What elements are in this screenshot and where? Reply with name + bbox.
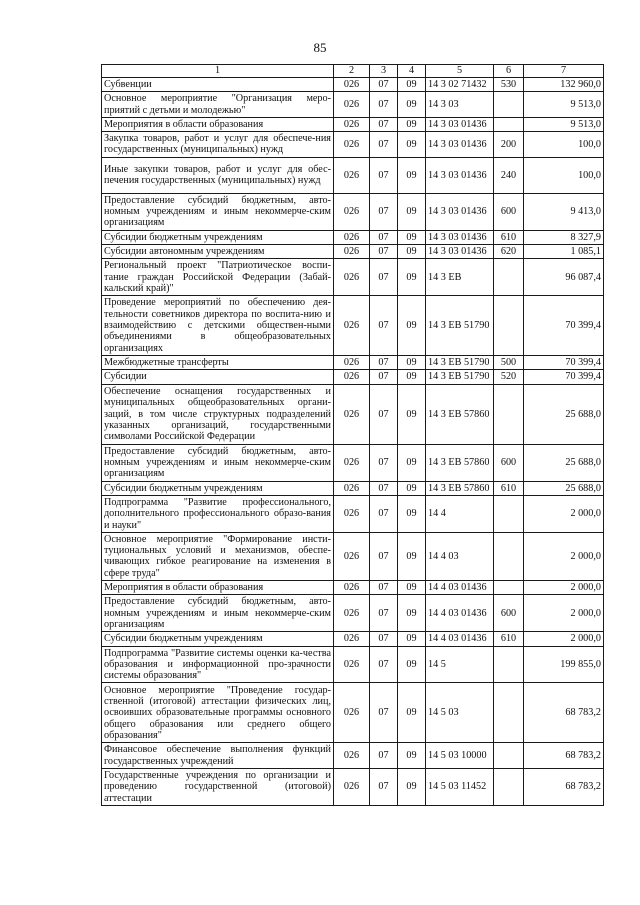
section-code: 07 [370, 230, 398, 244]
section-code: 07 [370, 92, 398, 118]
table-row [102, 370, 604, 384]
column-header: 4 [398, 65, 426, 78]
expense-type-code [494, 768, 524, 805]
grbs-code: 026 [334, 370, 370, 384]
row-name: Мероприятия в области образования [102, 581, 334, 595]
budget-table [101, 64, 604, 806]
amount: 9 513,0 [524, 92, 604, 118]
column-header: 1 [102, 65, 334, 78]
expense-type-code: 520 [494, 370, 524, 384]
amount: 96 087,4 [524, 259, 604, 296]
target-article-code: 14 3 EB 51790 [426, 370, 494, 384]
table-row [102, 481, 604, 495]
expense-type-code [494, 743, 524, 769]
expense-type-code: 610 [494, 481, 524, 495]
amount: 9 513,0 [524, 117, 604, 131]
grbs-code: 026 [334, 595, 370, 632]
subsection-code: 09 [398, 259, 426, 296]
amount: 100,0 [524, 157, 604, 193]
expense-type-code [494, 259, 524, 296]
row-name: Субвенции [102, 78, 334, 92]
table-row [102, 132, 604, 158]
row-name: Подпрограмма "Развитие системы оценки ка-чества образования и информационной про-зрачности системы образования" [102, 646, 334, 683]
row-name: Основное мероприятие "Организация меро-приятий с детьми и молодежью" [102, 92, 334, 118]
amount: 2 000,0 [524, 532, 604, 580]
section-code: 07 [370, 244, 398, 258]
table-row [102, 193, 604, 230]
row-name: Проведение мероприятий по обеспечению дея-тельности советников директора по воспита-нию и взаимодействию с детскими обществен-ными объединениями в общеобразовательных организациях [102, 296, 334, 356]
amount: 68 783,2 [524, 743, 604, 769]
subsection-code: 09 [398, 532, 426, 580]
amount: 68 783,2 [524, 768, 604, 805]
subsection-code: 09 [398, 384, 426, 444]
subsection-code: 09 [398, 768, 426, 805]
target-article-code: 14 3 EB 57860 [426, 384, 494, 444]
row-name: Финансовое обеспечение выполнения функций государственных учреждений [102, 743, 334, 769]
subsection-code: 09 [398, 244, 426, 258]
expense-type-code: 240 [494, 157, 524, 193]
amount: 1 085,1 [524, 244, 604, 258]
expense-type-code: 200 [494, 132, 524, 158]
subsection-code: 09 [398, 495, 426, 532]
amount: 2 000,0 [524, 632, 604, 646]
expense-type-code: 600 [494, 595, 524, 632]
section-code: 07 [370, 193, 398, 230]
subsection-code: 09 [398, 117, 426, 131]
amount: 25 688,0 [524, 384, 604, 444]
subsection-code: 09 [398, 230, 426, 244]
table-row [102, 244, 604, 258]
table-row [102, 646, 604, 683]
table-row [102, 495, 604, 532]
grbs-code: 026 [334, 532, 370, 580]
subsection-code: 09 [398, 92, 426, 118]
table-row [102, 157, 604, 193]
page-number: 85 [313, 40, 327, 55]
target-article-code: 14 3 03 [426, 92, 494, 118]
table-row [102, 92, 604, 118]
subsection-code: 09 [398, 581, 426, 595]
row-name: Обеспечение оснащения государственных и муниципальных общеобразовательных органи-заций, в том числе структурных подразделений указанных организаций, государственными символами Российской Федерации [102, 384, 334, 444]
target-article-code: 14 4 03 01436 [426, 632, 494, 646]
expense-type-code [494, 495, 524, 532]
table-row [102, 768, 604, 805]
expense-type-code: 600 [494, 193, 524, 230]
subsection-code: 09 [398, 632, 426, 646]
section-code: 07 [370, 632, 398, 646]
grbs-code: 026 [334, 296, 370, 356]
amount: 25 688,0 [524, 444, 604, 481]
expense-type-code: 530 [494, 78, 524, 92]
expense-type-code [494, 384, 524, 444]
grbs-code: 026 [334, 743, 370, 769]
amount: 132 960,0 [524, 78, 604, 92]
table-row [102, 356, 604, 370]
amount: 70 399,4 [524, 296, 604, 356]
subsection-code: 09 [398, 157, 426, 193]
amount: 25 688,0 [524, 481, 604, 495]
row-name: Предоставление субсидий бюджетным, авто-номным учреждениям и иным некоммерче-ским организациям [102, 193, 334, 230]
row-name: Предоставление субсидий бюджетным, авто-номным учреждениям и иным некоммерче-ским организациям [102, 444, 334, 481]
row-name: Государственные учреждения по организации и проведению государственной (итоговой) аттестации [102, 768, 334, 805]
grbs-code: 026 [334, 92, 370, 118]
target-article-code: 14 3 03 01436 [426, 193, 494, 230]
target-article-code: 14 5 03 [426, 683, 494, 743]
target-article-code: 14 5 03 11452 [426, 768, 494, 805]
target-article-code: 14 3 02 71432 [426, 78, 494, 92]
column-header: 5 [426, 65, 494, 78]
expense-type-code [494, 646, 524, 683]
expense-type-code [494, 581, 524, 595]
target-article-code: 14 3 03 01436 [426, 132, 494, 158]
grbs-code: 026 [334, 495, 370, 532]
section-code: 07 [370, 683, 398, 743]
target-article-code: 14 5 03 10000 [426, 743, 494, 769]
subsection-code: 09 [398, 743, 426, 769]
row-name: Основное мероприятие "Проведение государ-ственной (итоговой) аттестации физических лиц, освоивших образовательные программы основного общего образования или среднего общего образования" [102, 683, 334, 743]
subsection-code: 09 [398, 595, 426, 632]
section-code: 07 [370, 595, 398, 632]
grbs-code: 026 [334, 481, 370, 495]
target-article-code: 14 3 03 01436 [426, 117, 494, 131]
target-article-code: 14 3 EB 51790 [426, 356, 494, 370]
table-row [102, 384, 604, 444]
header-row [102, 65, 604, 78]
section-code: 07 [370, 532, 398, 580]
table-row [102, 683, 604, 743]
grbs-code: 026 [334, 244, 370, 258]
expense-type-code: 600 [494, 444, 524, 481]
expense-type-code: 610 [494, 632, 524, 646]
target-article-code: 14 3 03 01436 [426, 157, 494, 193]
section-code: 07 [370, 646, 398, 683]
column-header: 6 [494, 65, 524, 78]
column-header: 7 [524, 65, 604, 78]
subsection-code: 09 [398, 444, 426, 481]
amount: 2 000,0 [524, 495, 604, 532]
row-name: Региональный проект "Патриотическое воспи-тание граждан Российской Федерации (Забай-кальский край)" [102, 259, 334, 296]
target-article-code: 14 3 03 01436 [426, 230, 494, 244]
row-name: Субсидии бюджетным учреждениям [102, 632, 334, 646]
subsection-code: 09 [398, 646, 426, 683]
target-article-code: 14 3 EB 57860 [426, 444, 494, 481]
amount: 8 327,9 [524, 230, 604, 244]
grbs-code: 026 [334, 78, 370, 92]
subsection-code: 09 [398, 356, 426, 370]
section-code: 07 [370, 481, 398, 495]
section-code: 07 [370, 768, 398, 805]
section-code: 07 [370, 132, 398, 158]
table-row [102, 296, 604, 356]
subsection-code: 09 [398, 296, 426, 356]
grbs-code: 026 [334, 157, 370, 193]
section-code: 07 [370, 384, 398, 444]
row-name: Иные закупки товаров, работ и услуг для обес-печения государственных (муниципальных) нужд [102, 157, 334, 193]
subsection-code: 09 [398, 78, 426, 92]
row-name: Предоставление субсидий бюджетным, авто-номным учреждениям и иным некоммерче-ским организациям [102, 595, 334, 632]
target-article-code: 14 4 03 [426, 532, 494, 580]
row-name: Закупка товаров, работ и услуг для обеспече-ния государственных (муниципальных) нужд [102, 132, 334, 158]
row-name: Подпрограмма "Развитие профессионального, дополнительного профессионального образо-вания и науки" [102, 495, 334, 532]
amount: 70 399,4 [524, 356, 604, 370]
row-name: Основное мероприятие "Формирование инсти-туциональных условий и механизмов, обеспе-чивающих гибкое реагирование на изменения в сфере труда" [102, 532, 334, 580]
target-article-code: 14 5 [426, 646, 494, 683]
grbs-code: 026 [334, 384, 370, 444]
expense-type-code [494, 683, 524, 743]
table-row [102, 532, 604, 580]
target-article-code: 14 4 03 01436 [426, 581, 494, 595]
amount: 100,0 [524, 132, 604, 158]
amount: 199 855,0 [524, 646, 604, 683]
grbs-code: 026 [334, 646, 370, 683]
subsection-code: 09 [398, 132, 426, 158]
expense-type-code: 620 [494, 244, 524, 258]
section-code: 07 [370, 370, 398, 384]
table-row [102, 632, 604, 646]
target-article-code: 14 4 [426, 495, 494, 532]
table-row [102, 581, 604, 595]
row-name: Субсидии бюджетным учреждениям [102, 481, 334, 495]
target-article-code: 14 4 03 01436 [426, 595, 494, 632]
table-row [102, 444, 604, 481]
table-row [102, 743, 604, 769]
table-row [102, 259, 604, 296]
row-name: Субсидии бюджетным учреждениям [102, 230, 334, 244]
section-code: 07 [370, 444, 398, 481]
target-article-code: 14 3 EB [426, 259, 494, 296]
row-name: Субсидии [102, 370, 334, 384]
table-row [102, 117, 604, 131]
section-code: 07 [370, 743, 398, 769]
target-article-code: 14 3 EB 51790 [426, 296, 494, 356]
expense-type-code [494, 92, 524, 118]
expense-type-code [494, 117, 524, 131]
column-header: 2 [334, 65, 370, 78]
section-code: 07 [370, 157, 398, 193]
amount: 2 000,0 [524, 595, 604, 632]
grbs-code: 026 [334, 581, 370, 595]
row-name: Мероприятия в области образования [102, 117, 334, 131]
grbs-code: 026 [334, 259, 370, 296]
amount: 70 399,4 [524, 370, 604, 384]
section-code: 07 [370, 296, 398, 356]
row-name: Межбюджетные трансферты [102, 356, 334, 370]
amount: 68 783,2 [524, 683, 604, 743]
expense-type-code: 500 [494, 356, 524, 370]
section-code: 07 [370, 495, 398, 532]
subsection-code: 09 [398, 193, 426, 230]
section-code: 07 [370, 356, 398, 370]
table-row [102, 595, 604, 632]
target-article-code: 14 3 03 01436 [426, 244, 494, 258]
grbs-code: 026 [334, 768, 370, 805]
grbs-code: 026 [334, 683, 370, 743]
table-row [102, 230, 604, 244]
grbs-code: 026 [334, 117, 370, 131]
subsection-code: 09 [398, 370, 426, 384]
grbs-code: 026 [334, 132, 370, 158]
section-code: 07 [370, 259, 398, 296]
table-row [102, 78, 604, 92]
expense-type-code: 610 [494, 230, 524, 244]
section-code: 07 [370, 581, 398, 595]
column-header: 3 [370, 65, 398, 78]
subsection-code: 09 [398, 481, 426, 495]
grbs-code: 026 [334, 230, 370, 244]
target-article-code: 14 3 EB 57860 [426, 481, 494, 495]
grbs-code: 026 [334, 632, 370, 646]
expense-type-code [494, 296, 524, 356]
section-code: 07 [370, 78, 398, 92]
amount: 2 000,0 [524, 581, 604, 595]
row-name: Субсидии автономным учреждениям [102, 244, 334, 258]
section-code: 07 [370, 117, 398, 131]
grbs-code: 026 [334, 356, 370, 370]
subsection-code: 09 [398, 683, 426, 743]
grbs-code: 026 [334, 444, 370, 481]
grbs-code: 026 [334, 193, 370, 230]
expense-type-code [494, 532, 524, 580]
amount: 9 413,0 [524, 193, 604, 230]
